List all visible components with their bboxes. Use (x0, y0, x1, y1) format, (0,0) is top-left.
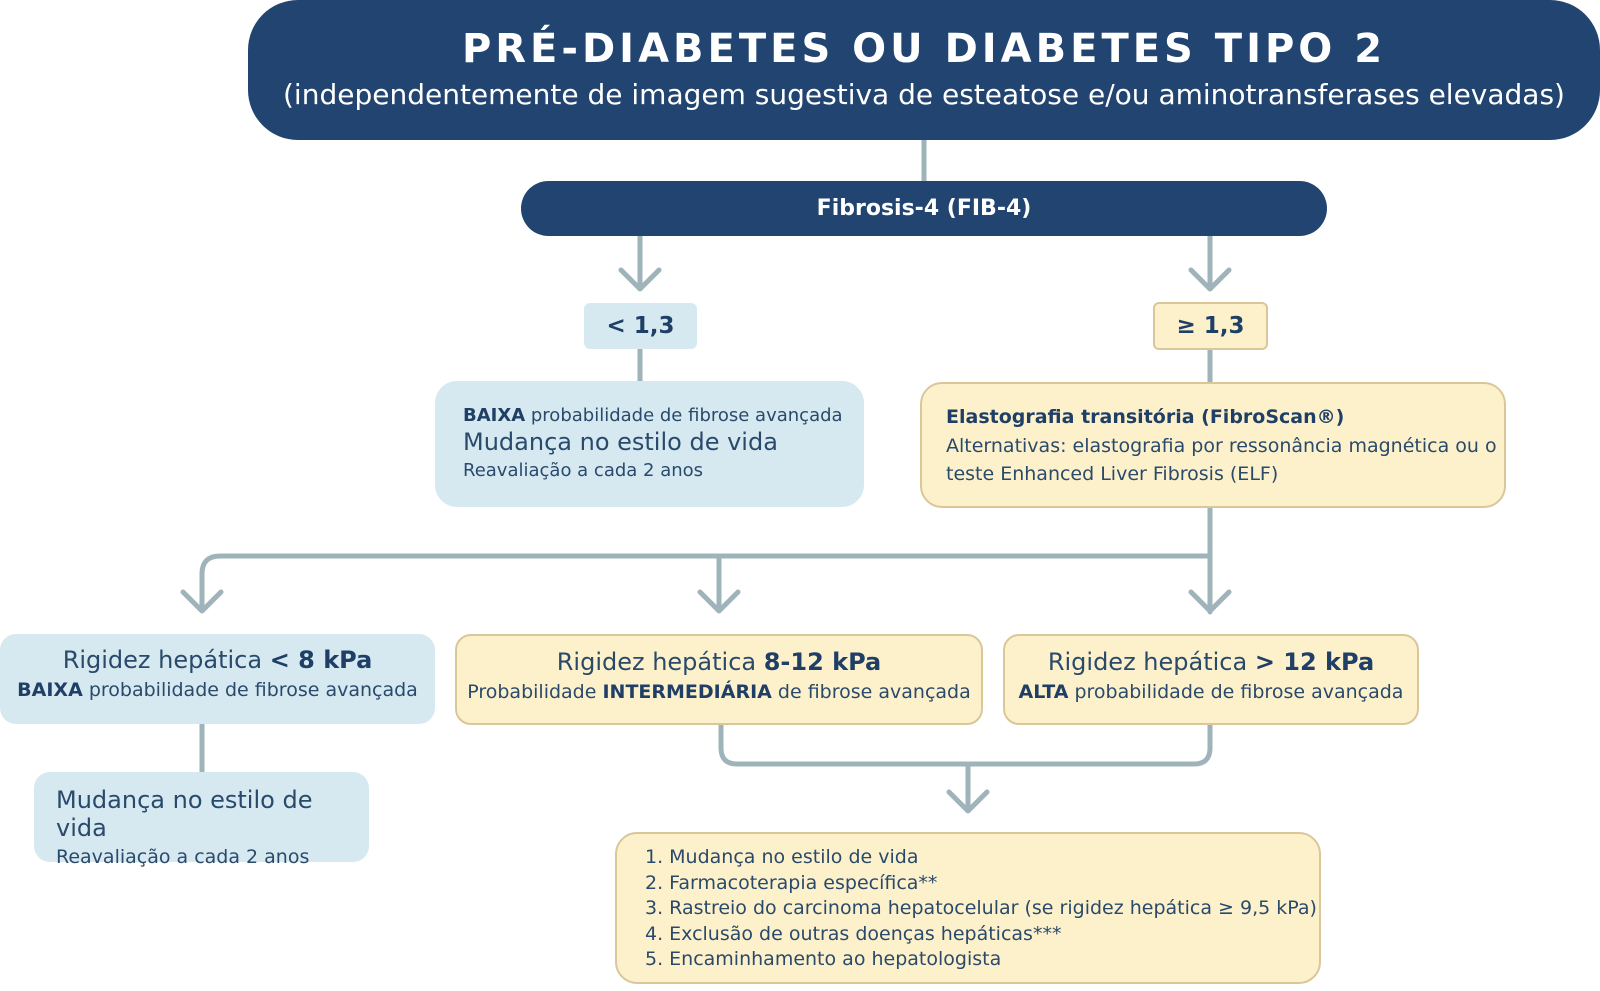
page-title: PRÉ-DIABETES OU DIABETES TIPO 2 (461, 26, 1387, 72)
management-actions-list (645, 845, 1319, 973)
stiffness-mid-value: 8-12 kPa (763, 648, 882, 676)
low-probability-rest: probabilidade de fibrose avançada (525, 405, 843, 426)
stiffness-high-prob-rest: probabilidade de fibrose avançada (1068, 681, 1404, 703)
list-item: 5. Encaminhamento ao hepatologista (645, 948, 1002, 970)
page-subtitle: (independentemente de imagem sugestiva de esteatose e/ou aminotransferases elevadas) (283, 78, 1565, 111)
low-lifestyle-text: Mudança no estilo de vida (463, 428, 778, 456)
stiffness-low-prob-bold: BAIXA (17, 679, 83, 701)
low-reassess-text: Reavaliação a cada 2 anos (463, 460, 704, 481)
threshold-high-tag (1153, 302, 1268, 350)
stiffness-mid-box (455, 634, 983, 725)
management-actions-box (615, 832, 1321, 984)
elastography-alternatives: Alternativas: elastografia por ressonância magnética ou o teste Enhanced Liver Fibrosis (ELF) (946, 435, 1497, 485)
stiffness-mid-prob-bold: INTERMEDIÁRIA (602, 681, 772, 703)
connector-merge (721, 725, 1210, 764)
fib4-label: Fibrosis-4 (FIB-4) (816, 196, 1032, 221)
stiffness-mid-prob-pre: Probabilidade (467, 681, 603, 703)
threshold-high-label: ≥ 1,3 (1176, 313, 1245, 339)
stiffness-low-box (0, 634, 435, 724)
low-outcome-follow: Reavaliação a cada 2 anos (56, 846, 310, 868)
list-item: 4. Exclusão de outras doenças hepáticas*** (645, 922, 1062, 945)
threshold-low-label: < 1,3 (606, 313, 675, 339)
low-probability-bold: BAIXA (463, 405, 526, 426)
stiffness-low-prefix: Rigidez hepática (62, 646, 270, 674)
list-item: 3. Rastreio do carcinoma hepatocelular (se rigidez hepática ≥ 9,5 kPa) (645, 897, 1317, 919)
low-probability-box (435, 381, 864, 507)
list-item: 2. Farmacoterapia específica** (645, 871, 938, 894)
stiffness-high-box (1003, 634, 1419, 725)
elastography-title: Elastografia transitória (FibroScan®) (946, 406, 1345, 428)
low-outcome-box (34, 772, 369, 868)
stiffness-mid-prob-rest: de fibrose avançada (771, 681, 971, 703)
stiffness-mid-prefix: Rigidez hepática (556, 648, 764, 676)
stiffness-low-prob-rest: probabilidade de fibrose avançada (82, 679, 418, 701)
fib4-node (521, 181, 1327, 236)
low-outcome-action: Mudança no estilo de vida (56, 786, 313, 842)
title-banner (248, 0, 1600, 140)
elastography-box (920, 382, 1506, 508)
stiffness-low-value: < 8 kPa (269, 646, 373, 674)
stiffness-high-value: > 12 kPa (1254, 648, 1375, 676)
threshold-low-tag (584, 303, 697, 349)
stiffness-high-prefix: Rigidez hepática (1047, 648, 1255, 676)
stiffness-high-prob-bold: ALTA (1018, 681, 1069, 703)
list-item: 1. Mudança no estilo de vida (645, 846, 919, 868)
low-probability-text (463, 405, 864, 426)
